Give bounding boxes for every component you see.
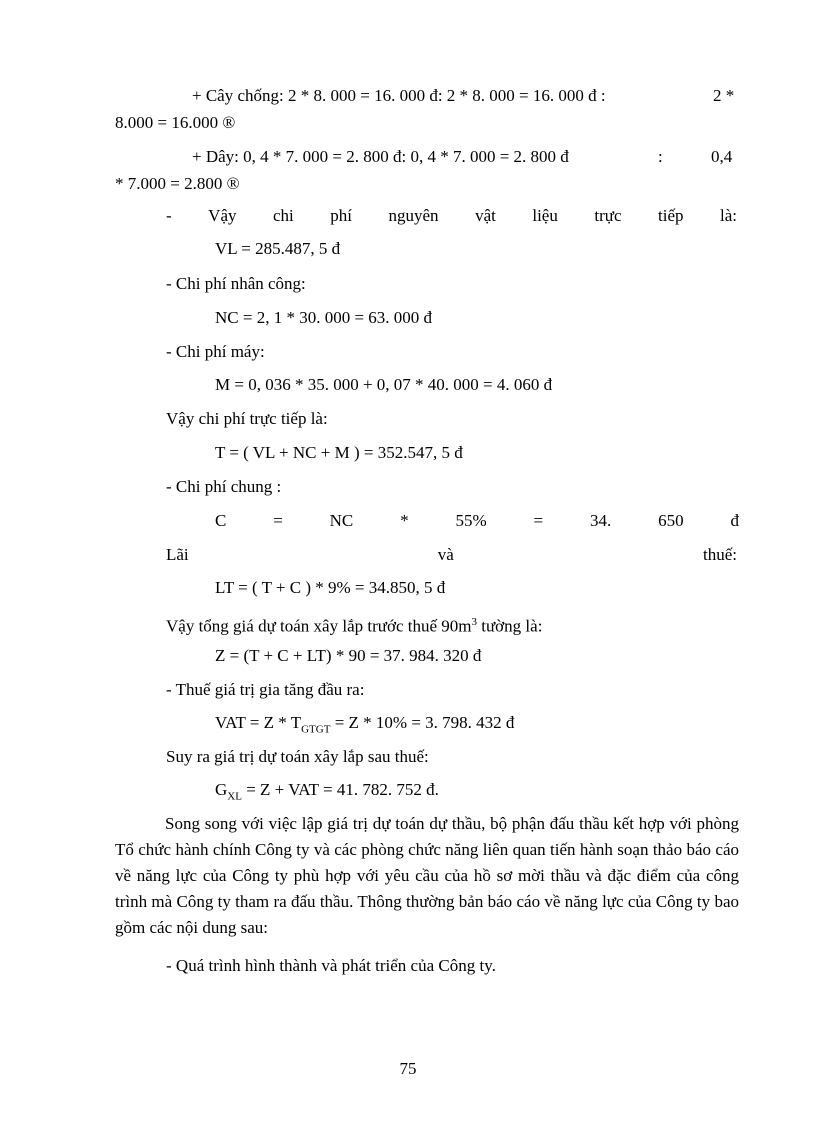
word: phí [330,206,353,225]
lai-thue-heading [166,544,737,566]
token: đ [730,511,739,530]
day-line: + Dây: 0, 4 * 7. 000 = 2. 800 đ: 0, 4 * 7. 000 = 2. 800 đ [192,147,569,166]
t-formula: T = ( VL + NC + M ) = 352.547, 5 đ [215,443,463,462]
chi-phi-chung-heading: - Chi phí chung : [166,477,282,496]
vl-formula: VL = 285.487, 5 đ [215,239,341,258]
z-formula: Z = (T + C + LT) * 90 = 37. 984. 320 đ [215,646,482,665]
vat-heading: - Thuế giá trị gia tăng đầu ra: [166,680,365,699]
word: tiếp [658,206,684,225]
sau-thue-heading: Suy ra giá trị dự toán xây lắp sau thuế: [166,747,429,766]
word: nguyên [388,206,439,225]
token: * [400,511,409,530]
word: vật [475,206,496,225]
cay-chong-tail: 2 * [713,86,735,105]
word: liệu [532,206,558,225]
tong-gia-heading: Vậy tổng giá dự toán xây lắp trước thuế $90m^3$ tường là: [166,616,543,636]
cay-chong-line: + Cây chống: 2 * 8. 000 = 16. 000 đ: 2 * 8. 000 = 16. 000 đ : [192,86,606,105]
c-formula [215,510,739,532]
token: 55% [455,511,487,530]
vat-lieu-heading [166,205,737,227]
gxl-formula: $G_{XL} = Z$ + VAT = 41. 782. 752 đ. [215,780,439,803]
word: chi [273,206,294,225]
token: 650 [658,511,684,530]
day-tail: 0,4 [711,147,733,166]
word: - [166,206,172,225]
word: Lãi [166,545,189,564]
day-colon: : [658,147,663,166]
nc-formula: NC = 2, 1 * 30. 000 = 63. 000 đ [215,308,433,327]
qua-trinh-item: - Quá trình hình thành và phát triển của Công ty. [166,956,496,975]
token: = [273,511,283,530]
page-number: 75 [399,1059,417,1078]
token: NC [329,511,354,530]
may-heading: - Chi phí máy: [166,342,265,361]
body-paragraph [115,811,739,941]
token: = [533,511,544,530]
word: Vậy [208,206,237,225]
truc-tiep-heading: Vậy chi phí trực tiếp là: [166,409,328,428]
token: C [215,511,227,530]
nhan-cong-heading: - Chi phí nhân công: [166,274,306,293]
vat-formula: VAT = $Z * T_{GTGT} = Z * 10\% = 3$. 798. 432 đ [215,713,515,736]
day-wrap: * 7.000 = 2.800 ® [115,174,240,193]
m-formula: M = 0, 036 * 35. 000 + 0, 07 * 40. 000 = 4. 060 đ [215,375,553,394]
lt-formula: LT = ( T + C ) * 9% = 34.850, 5 đ [215,578,446,597]
word: và [437,545,454,564]
cay-chong-wrap: 8.000 = 16.000 ® [115,113,236,132]
token: 34. [589,511,612,530]
word: thuế: [702,545,737,564]
word: trực [594,206,622,225]
word: là: [720,206,737,225]
paragraph-text: Song song với việc lập giá trị dự toán dự thầu, bộ phận đấu thầu kết hợp với phòng Tổ chức hành chính Công ty và các phòng chức năng liên quan tiến hành soạn thảo báo cáo về năng lực của Công ty phù hợp với yêu cầu của hồ sơ mời thầu và đặc điểm của công trình mà Công ty tham ra đấu thầu. Thông thường bản báo cáo về năng lực của Công ty bao gồm các nội dung sau: [115,814,739,937]
